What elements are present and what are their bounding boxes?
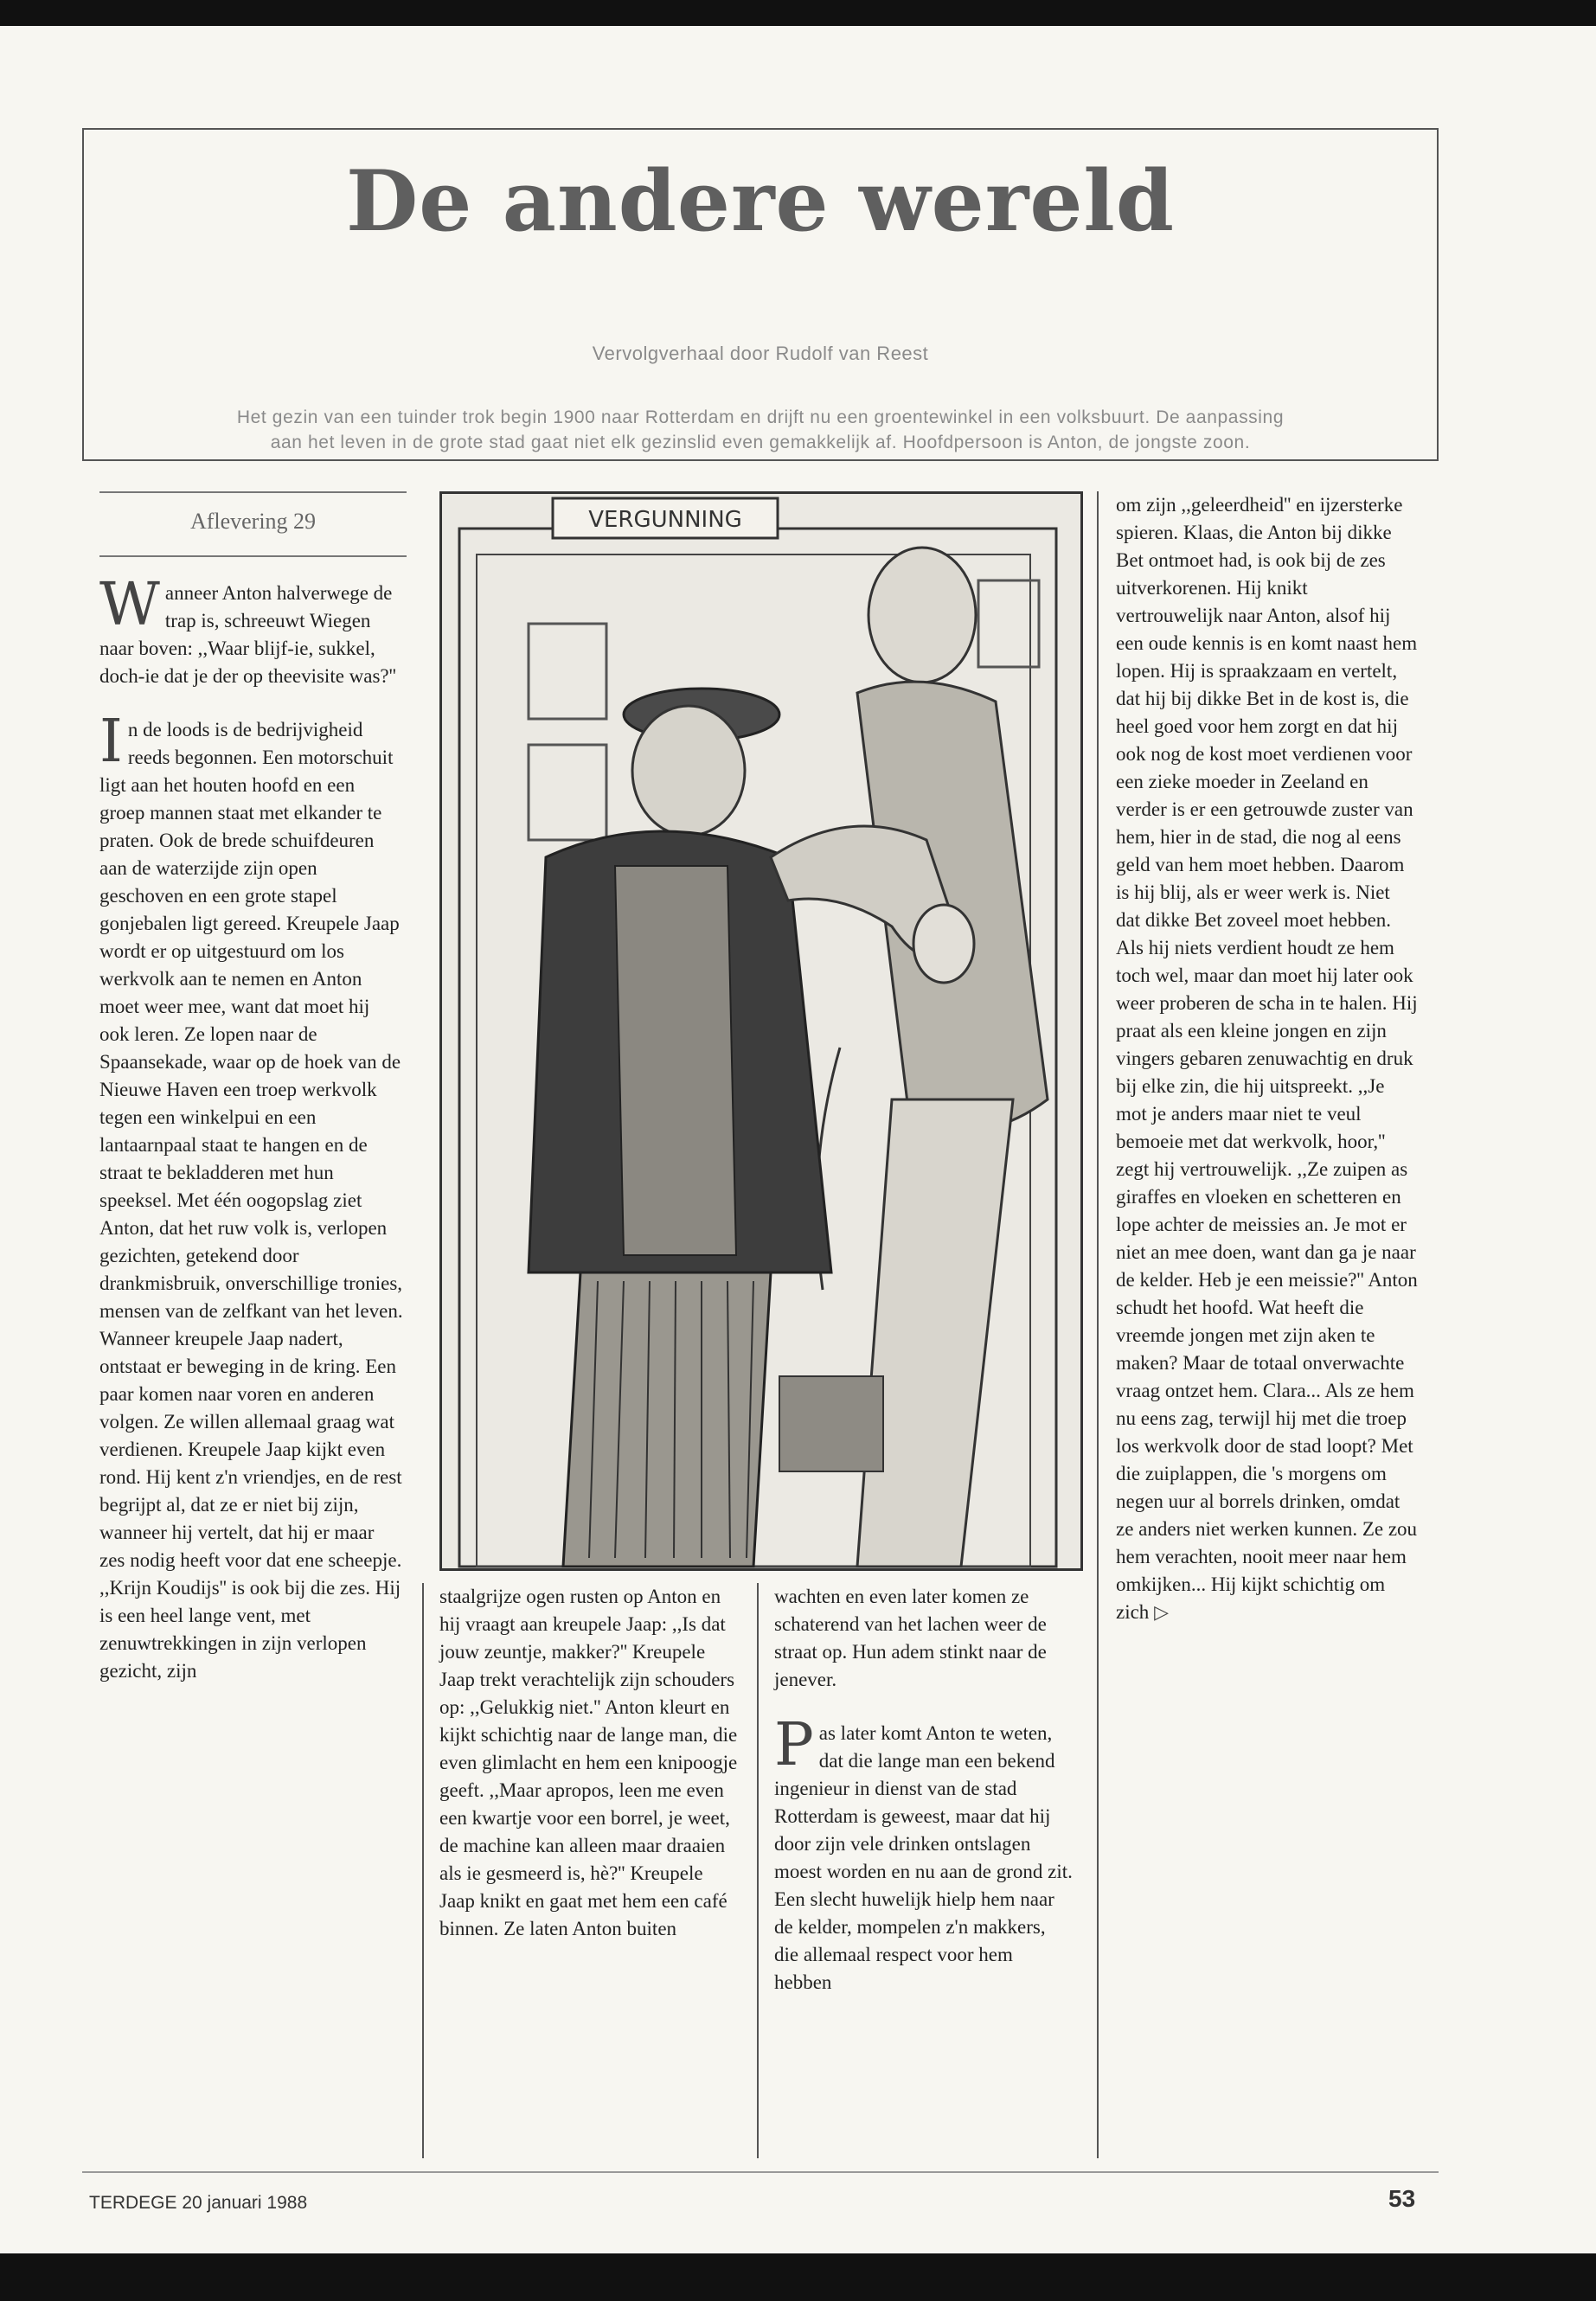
paragraph-text: om zijn ,,geleerdheid'' en ijzersterke spieren. Klaas, die Anton bij dikke Bet ontmoet had, is ook bij de zes uitverkorenen. Hij knikt vertrouwelijk naar Anton, alsof hij een oude kennis is en komt naast hem lopen. Hij is spraakzaam en vertelt, dat hij bij dikke Bet in de kost is, die heel goed voor hem zorgt en dat hij ook nog de kost moet verdienen voor een zieke moeder in Zeeland en verder is er een getrouwde zuster van hem, hier in de stad, die nog al eens geld van hem moet hebben. Daarom is hij blij, als er weer werk is. Niet dat dikke Bet zoveel moet hebben. Als hij niets verdient houdt ze hem toch wel, maar dan moet hij later ook weer proberen de scha in te halen. Hij praat als een kleine jongen en zijn vingers gebaren zenuwachtig en druk bij elke zin, die hij uitspreekt. ,,Je mot je anders maar niet te veul bemoeie met dat werkvolk, hoor,'' zegt hij vertrouwelijk. ,,Ze zuipen as giraffes en vloeken en schetteren en lope achter de meissies an. Je mot er niet an mee doen, want dan ga je naar de kelder. Heb je een meissie?'' Anton schudt het hoofd. Wat heeft die vreemde jongen met zijn aken te maken? Maar de totaal onverwachte vraag ontzet hem. Clara... Als ze hem nu eens zag, terwijl hij met die troep los werkvolk door de stad loopt? Met die zuiplappen, die 's morgens om negen uur al borrels drinken, omdat ze anders niet werken kunnen. Ze zou hem verachten, nooit meer naar hem omkijken... Hij kijkt schichtig om zich — [1116, 494, 1418, 1623]
paragraph — [1116, 491, 1419, 1626]
illustration-drawing — [442, 494, 1080, 1568]
episode-label: Aflevering 29 — [189, 509, 317, 534]
paragraph-text: staalgrijze ogen rusten op Anton en hij vraagt aan kreupele Jaap: ,,Is dat jouw zeuntje, makker?'' Kreupele Jaap trekt verachtelijk zijn schouders op: ,,Gelukkig niet.'' Anton kleurt en kijkt schichtig naar de lange man, die even glimlacht en hem een knipoogje geeft. ,,Maar apropos, leen me even een kwartje voor een borrel, je weet, de machine kan alleen maar draaien als ie gesmeerd is, hè?'' Kreupele Jaap knikt en gaat met hem een café binnen. Ze laten Anton buiten — [439, 1586, 738, 1939]
article-title: De andere wereld — [346, 152, 1175, 250]
paragraph — [99, 708, 404, 1685]
article-byline: Vervolgverhaal door Rudolf van Reest — [592, 343, 929, 364]
column-3 — [774, 1583, 1073, 1997]
column-divider — [1097, 491, 1099, 2158]
paragraph — [774, 1711, 1073, 1997]
illustration — [439, 491, 1083, 1571]
episode-rule-bottom — [99, 555, 407, 557]
column-2 — [439, 1583, 738, 1943]
article-intro: Het gezin van een tuinder trok begin 1900 naar Rotterdam en drijft nu een groentewinkel in een volksbuurt. De aanpassing aan het leven in de grote stad gaat niet elk gezinslid even gemakkelijk af. Hoofdpersoon is Anton, de jongste zoon. — [236, 407, 1285, 452]
drop-cap: P — [774, 1711, 814, 1779]
header-box — [82, 128, 1439, 461]
episode-rule-top — [99, 491, 407, 493]
paragraph-text: anneer Anton halverwege de trap is, schreeuwt Wiegen naar boven: ,,Waar blijf-ie, sukkel, doch-ie dat je der op theevisite was?'' — [99, 582, 396, 687]
drop-cap: I — [99, 708, 123, 776]
paragraph-text: as later komt Anton te weten, dat die lange man een bekend ingenieur in dienst van de stad Rotterdam is geweest, maar dat hij door zijn vele drinken ontslagen moest worden en nu aan de grond zit. Een slecht huwelijk hielp hem naar de kelder, mompelen z'n makkers, die allemaal respect voor hem hebben — [774, 1722, 1073, 1993]
column-1 — [99, 571, 404, 1685]
footer-rule — [82, 2171, 1439, 2173]
publication-info: TERDEGE 20 januari 1988 — [89, 2193, 308, 2213]
column-divider — [757, 1583, 759, 2158]
scan-bottom-border — [0, 2253, 1596, 2301]
column-4 — [1116, 491, 1419, 1626]
paragraph — [99, 571, 404, 690]
continue-arrow-icon: ▷ — [1154, 1601, 1169, 1623]
magazine-page — [0, 26, 1596, 2253]
drop-cap: W — [99, 571, 160, 639]
sign-text: VERGUNNING — [588, 507, 742, 533]
scan-top-border — [0, 0, 1596, 26]
paragraph-text: n de loods is de bedrijvigheid reeds begonnen. Een motorschuit ligt aan het houten hoofd en een groep mannen staat met elkander te praten. Ook de brede schuifdeuren aan de waterzijde zijn open geschoven en een grote stapel gonjebalen ligt gereed. Kreupele Jaap wordt er op uitgestuurd om los werkvolk aan te nemen en Anton moet weer mee, want dat moet hij ook leren. Ze lopen naar de Spaansekade, waar op de hoek van de Nieuwe Haven een troep werkvolk tegen een winkelpui en een lantaarnpaal staat te hangen en de straat te bekladderen met hun speeksel. Met één oogopslag ziet Anton, dat het ruw volk is, verlopen gezichten, getekend door drankmisbruik, onverschillige tronies, mensen van de zelfkant van het leven. Wanneer kreupele Jaap nadert, ontstaat er beweging in de kring. Een paar komen naar voren en anderen volgen. Ze willen allemaal graag wat verdienen. Kreupele Jaap kijkt even rond. Hij kent z'n vriendjes, en de rest begrijpt al, dat ze er niet bij zijn, wanneer hij vertelt, dat hij er maar zes nodig heeft voor dat ene scheepje. ,,Krijn Koudijs'' is ook bij die zes. Hij is een heel lange vent, met zenuwtrekkingen in zijn verlopen gezicht, zijn — [99, 719, 403, 1682]
paragraph-text: wachten en even later komen ze schaterend van het lachen weer de straat op. Hun adem stinkt naar de jenever. — [774, 1586, 1047, 1690]
column-divider — [422, 1583, 424, 2158]
page-number: 53 — [1388, 2185, 1416, 2212]
